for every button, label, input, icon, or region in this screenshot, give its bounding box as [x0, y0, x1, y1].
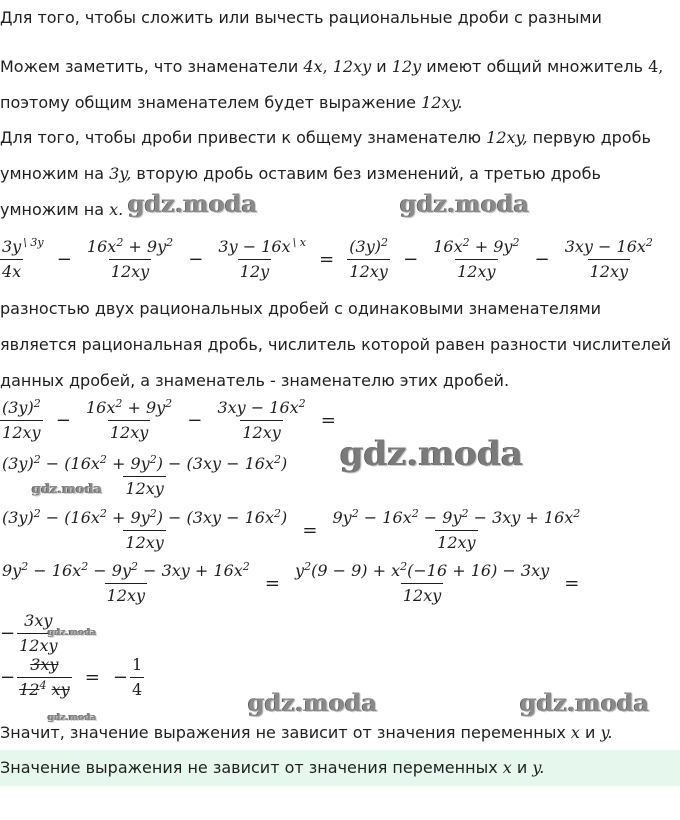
fraction-3xy-16x2-12xy: $\frac{3xy - 16x^2}{12xy}$: [564, 236, 653, 281]
answer-variable-x: x: [502, 758, 512, 777]
fraction-combined: $\frac{(3y)^2 - (16x^2 + 9y^2) - (3xy - 16x^2)}{12xy}$: [2, 453, 288, 498]
conclusion-text: Значит, значение выражения не зависит от значения переменных: [0, 723, 566, 742]
intro-line-4-post: первую дробь: [532, 128, 651, 147]
conclusion-line: [0, 723, 613, 743]
fraction-expanded-2: $\frac{9y^2 - 16x^2 - 9y^2 - 3xy + 16x^2}{12xy}$: [2, 560, 250, 605]
common-factor: 4,: [648, 57, 664, 76]
fraction-c: $\frac{3xy - 16x^2}{12xy}$: [217, 397, 306, 442]
intro-line-2: Можем заметить, что знаменатели 4x, 12xy и 12y имеют общий множитель 4,: [0, 57, 664, 76]
fraction-combined-2: $\frac{(3y)^2 - (16x^2 + 9y^2) - (3xy - 16x^2)}{12xy}$: [2, 507, 288, 552]
common-denominator-2: 12xy,: [486, 128, 528, 147]
fraction-expanded: $\frac{9y^2 - 16x^2 - 9y^2 - 3xy + 16x^2}{12xy}$: [332, 507, 581, 552]
watermark: gdz.moda: [248, 688, 378, 717]
answer-text: Значение выражения не зависит от значения переменных: [0, 758, 498, 777]
fraction-reduced: $\frac{3xy}{12^4 xy}$: [19, 655, 70, 699]
intro-line-4-text: Для того, чтобы дроби привести к общему знаменателю: [0, 128, 482, 147]
intro-line-2-text: Можем заметить, что знаменатели: [0, 57, 299, 76]
answer-and: и: [516, 758, 528, 777]
intro-line-5-post: вторую дробь оставим без изменений, а третью дробь: [136, 164, 601, 183]
fraction-3y2-12xy: $\frac{(3y)^2}{12xy}$: [349, 236, 388, 281]
answer-box: [0, 750, 680, 786]
fraction-3xy-12xy: $\frac{3xy}{12xy}$: [19, 611, 58, 655]
variable-x: x: [570, 723, 580, 742]
fraction-16x2-9y2-12xy-b: $\frac{16x^2 + 9y^2}{12xy}$: [433, 236, 520, 281]
and-word: и: [376, 57, 387, 76]
watermark: gdz.moda: [48, 628, 97, 638]
equation-result: − $\frac{3xy}{12xy}$: [0, 611, 58, 655]
equation-common-denominator: $\frac{3y}{4x}$ $^{\backslash 3y}$ − $\frac{16x^2 + 9y^2}{12xy}$ − $\frac{3y - 16x}{12y}$ $^{\backslash x}$ = $\frac{(3y)^2}{12xy}$ − $\frac{16x^2 + 9y^2}{12xy}$ − $\frac{3xy - 16x^2}{12xy}$: [2, 236, 653, 281]
watermark: gdz.moda: [520, 688, 650, 717]
fraction-16x2-9y2-12xy: $\frac{16x^2 + 9y^2}{12xy}$: [86, 236, 174, 281]
fraction-b: $\frac{16x^2 + 9y^2}{12xy}$: [85, 397, 173, 442]
fraction-3y-16x-12y: $\frac{3y - 16x}{12y}$: [218, 237, 291, 281]
intro-line-3: [0, 93, 463, 113]
variable-y: y.: [600, 723, 613, 742]
common-denominator: 12xy.: [421, 93, 463, 112]
denominator-12y: 12y: [391, 57, 422, 76]
watermark: gdz.moda: [48, 713, 97, 723]
denominator-4x: 4x: [303, 57, 323, 76]
intro-line-5: [0, 164, 601, 184]
intro-line-6-text: умножим на: [0, 200, 105, 219]
fraction-one-quarter: $\frac{1}{4}$: [131, 655, 143, 699]
intro-line-6: [0, 200, 123, 220]
multiplier-first: 3y,: [109, 164, 132, 183]
watermark: gdz.moda: [400, 189, 530, 218]
watermark: gdz.moda: [340, 434, 524, 474]
answer-variable-y: y.: [532, 758, 545, 777]
equation-fractions-sum: $\frac{(3y)^2}{12xy}$ − $\frac{16x^2 + 9y^2}{12xy}$ − $\frac{3xy - 16x^2}{12xy}$ =: [2, 397, 336, 442]
equation-reduce: − $\frac{3xy}{12^4 xy}$ = − $\frac{1}{4}$: [0, 655, 143, 699]
watermark: gdz.moda: [128, 189, 258, 218]
fraction-3y-4x: $\frac{3y}{4x}$: [2, 237, 22, 281]
intro-line-1: Для того, чтобы сложить или вычесть рациональные дроби с разными: [0, 8, 602, 27]
watermark: gdz.moda: [32, 482, 103, 497]
fraction-a: $\frac{(3y)^2}{12xy}$: [2, 397, 41, 442]
rule-line-3: данных дробей, а знаменатель - знаменателю этих дробей.: [0, 371, 510, 390]
fraction-grouped: $\frac{y^2(9 - 9) + x^2(-16 + 16) - 3xy}{12xy}$: [295, 560, 550, 605]
intro-line-5-text: умножим на: [0, 164, 105, 183]
equation-group: $\frac{9y^2 - 16x^2 - 9y^2 - 3xy + 16x^2}{12xy}$ = $\frac{y^2(9 - 9) + x^2(-16 + 16) - 3xy}{12xy}$ =: [2, 560, 580, 605]
intro-line-4: [0, 128, 651, 148]
denominator-12xy: 12xy: [332, 57, 372, 76]
equation-expand: $\frac{(3y)^2 - (16x^2 + 9y^2) - (3xy - 16x^2)}{12xy}$ = $\frac{9y^2 - 16x^2 - 9y^2 - 3xy + 16x^2}{12xy}$: [2, 507, 581, 552]
rule-line-1: разностью двух рациональных дробей с одинаковыми знаменателями: [0, 299, 602, 318]
intro-line-3-text: поэтому общим знаменателем будет выражение: [0, 93, 417, 112]
intro-line-2-mid: имеют общий множитель: [426, 57, 644, 76]
conclusion-and: и: [585, 723, 596, 742]
rule-line-2: является рациональная дробь, числитель которой равен разности числителей: [0, 335, 672, 354]
multiplier-third: x.: [109, 200, 124, 219]
